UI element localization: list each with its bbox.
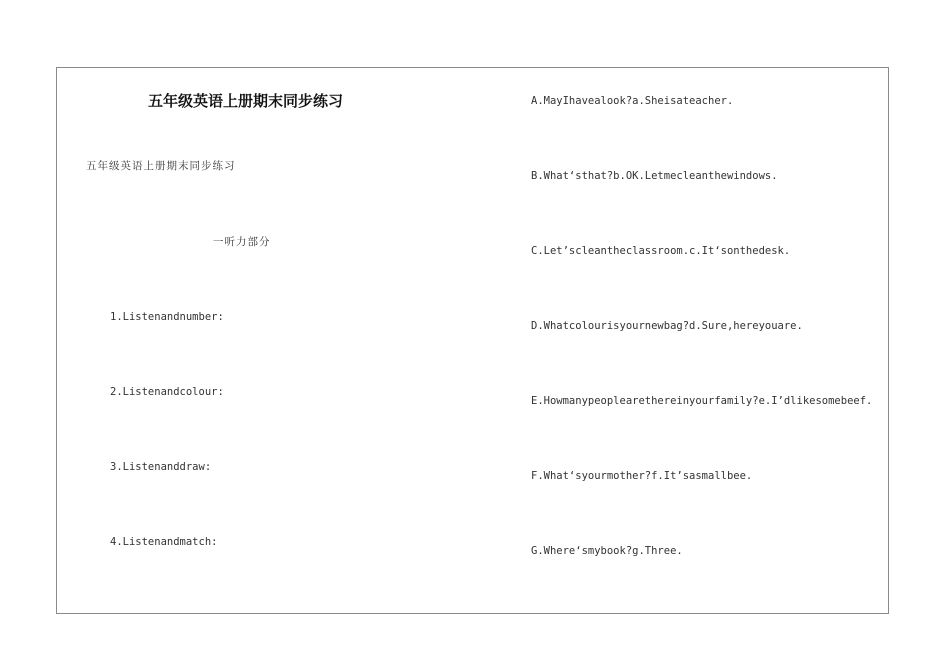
matching-item-g: G.Where‘smybook?g.Three. (531, 545, 683, 557)
section-heading: 一听力部分 (213, 236, 271, 248)
question-3: 3.Listenanddraw: (110, 461, 212, 473)
matching-item-b: B.What‘sthat?b.OK.Letmecleanthewindows. (531, 170, 778, 182)
matching-item-d: D.Whatcolourisyournewbag?d.Sure,hereyouare. (531, 320, 803, 332)
matching-item-e: E.Howmanypeoplearethereinyourfamily?e.I’dlikesomebeef. (531, 395, 873, 407)
document-subtitle: 五年级英语上册期末同步练习 (86, 160, 236, 172)
question-1: 1.Listenandnumber: (110, 311, 224, 323)
matching-item-a: A.MayIhavealook?a.Sheisateacher. (531, 95, 734, 107)
matching-item-f: F.What‘syourmother?f.It’sasmallbee. (531, 470, 753, 482)
question-4: 4.Listenandmatch: (110, 536, 218, 548)
matching-item-c: C.Let’scleantheclassroom.c.It‘sonthedesk. (531, 245, 791, 257)
page-frame (56, 67, 889, 614)
question-2: 2.Listenandcolour: (110, 386, 224, 398)
document-title: 五年级英语上册期末同步练习 (148, 92, 344, 110)
